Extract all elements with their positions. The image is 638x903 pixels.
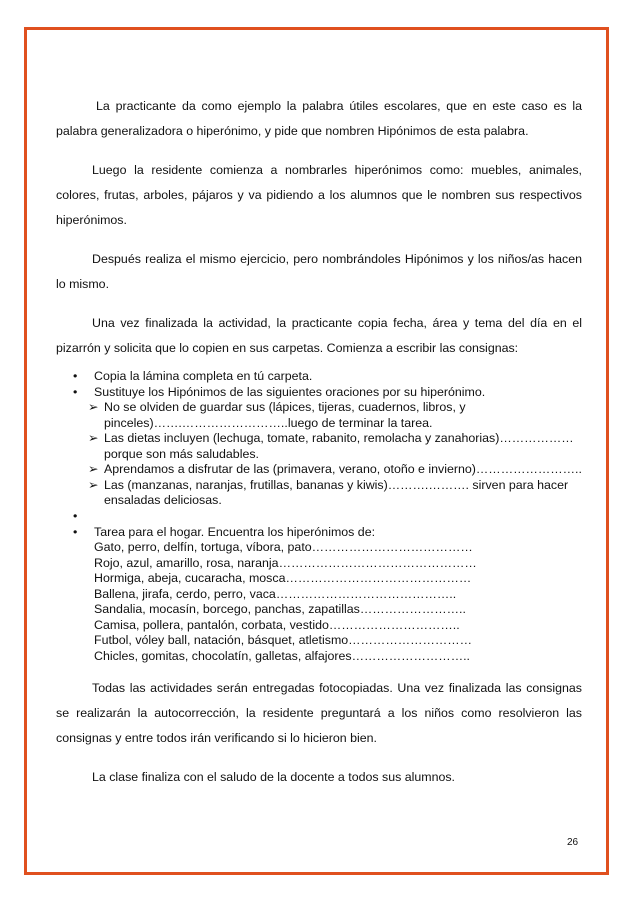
homework-line: Camisa, pollera, pantalón, corbata, vestido………………………….. bbox=[94, 617, 460, 632]
list-item bbox=[56, 369, 582, 385]
page-number: 26 bbox=[567, 837, 579, 848]
sublist-container bbox=[56, 400, 582, 509]
sublist-item bbox=[80, 462, 582, 478]
closing-section bbox=[56, 676, 582, 790]
arrow-bullet-icon: ➢ bbox=[88, 431, 99, 445]
sublist-item bbox=[80, 431, 582, 462]
page-text bbox=[56, 94, 582, 804]
sublist-item bbox=[80, 478, 582, 509]
bullet-icon: • bbox=[73, 508, 78, 523]
sublist-item bbox=[80, 400, 582, 431]
sentence-list bbox=[56, 400, 582, 509]
homework-line: Gato, perro, delfín, tortuga, víbora, pato………………………………… bbox=[94, 540, 473, 554]
consignas-list bbox=[56, 369, 582, 664]
sublist-item-text: No se olviden de guardar sus (lápices, tijeras, cuadernos, libros, y pinceles)…….……………………..luego de terminar la tarea. bbox=[104, 400, 466, 430]
homework-line: Hormiga, abeja, cucaracha, mosca……………………………………… bbox=[94, 571, 472, 585]
sublist-item-text: Las dietas incluyen (lechuga, tomate, rabanito, remolacha y zanahorias)………………porque son más saludables. bbox=[104, 431, 574, 461]
list-item bbox=[56, 525, 582, 665]
homework-line: Futbol, vóley ball, natación, básquet, atletismo………………………… bbox=[94, 633, 473, 647]
homework-line: Sandalia, mocasín, borcego, panchas, zapatillas…………………….. bbox=[94, 602, 466, 616]
paragraph-3: Después realiza el mismo ejercicio, pero nombrándoles Hipónimos y los niños/as hacen lo mismo. bbox=[56, 252, 582, 291]
list-item bbox=[56, 509, 582, 525]
arrow-bullet-icon: ➢ bbox=[88, 462, 99, 476]
list-item-text: Copia la lámina completa en tú carpeta. bbox=[94, 369, 313, 383]
paragraph-5: Todas las actividades serán entregadas fotocopiadas. Una vez finalizada las consignas se realizarán la autocorrección, la residente preguntará a los niños como resolvieron las consignas y entre todos irán verificando si lo hicieron bien. bbox=[56, 681, 582, 745]
list-item bbox=[56, 385, 582, 401]
sublist-item-text: Las (manzanas, naranjas, frutillas, bananas y kiwis)……….………. sirven para hacer ensaladas deliciosas. bbox=[104, 477, 569, 507]
bullet-icon: • bbox=[73, 384, 78, 399]
homework-line: Rojo, azul, amarillo, rosa, naranja………………………………………… bbox=[94, 555, 477, 570]
paragraph-2: Luego la residente comienza a nombrarles hiperónimos como: muebles, animales, colores, frutas, arboles, pájaros y va pidiendo a los alumnos que le nombren sus respectivos hiperónimos. bbox=[56, 163, 582, 227]
homework-line: Chicles, gomitas, chocolatín, galletas, alfajores……………………….. bbox=[94, 648, 470, 663]
homework-title: Tarea para el hogar. Encuentra los hiperónimos de: bbox=[94, 524, 376, 539]
bullet-icon: • bbox=[73, 524, 78, 539]
arrow-bullet-icon: ➢ bbox=[88, 477, 99, 492]
paragraph-4: Una vez finalizada la actividad, la practicante copia fecha, área y tema del día en el pizarrón y solicita que lo copien en sus carpetas. Comienza a escribir las consignas: bbox=[56, 316, 582, 355]
bullet-icon: • bbox=[73, 369, 78, 383]
sublist-item-text: Aprendamos a disfrutar de las (primavera, verano, otoño e invierno)…………………….. bbox=[104, 462, 582, 476]
arrow-bullet-icon: ➢ bbox=[88, 400, 99, 414]
paragraph-1: La practicante da como ejemplo la palabra útiles escolares, que en este caso es la palabra generalizadora o hiperónimo, y pide que nombren Hipónimos de esta palabra. bbox=[56, 99, 582, 138]
homework-line: Ballena, jirafa, cerdo, perro, vaca…………………………………….. bbox=[94, 586, 457, 601]
paragraph-6: La clase finaliza con el saludo de la docente a todos sus alumnos. bbox=[92, 770, 456, 784]
list-item-text: Sustituye los Hipónimos de las siguientes oraciones por su hiperónimo. bbox=[94, 384, 486, 399]
